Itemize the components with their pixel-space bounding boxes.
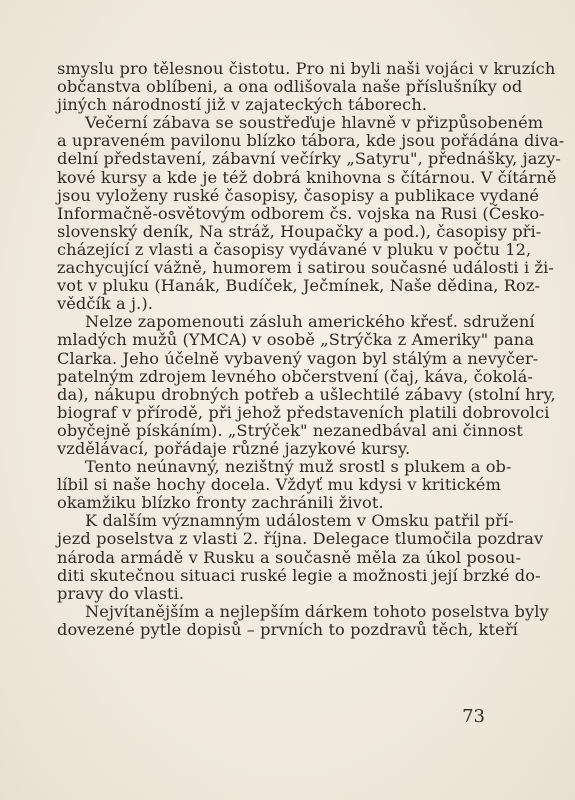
text-line: Clarka. Jeho účelně vybavený vagon byl stálým a nevyčer- <box>57 348 539 368</box>
text-line: jsou vyloženy ruské časopisy, časopisy a publikace vydané <box>57 185 540 205</box>
paragraph <box>57 113 565 314</box>
text-line: obyčejně pískáním). „Strýček" nezanedbával ani činnost <box>57 420 523 440</box>
text-line: K dalším významným událostem v Omsku patřil pří- <box>85 511 514 531</box>
text-line: delní představení, zábavní večírky „Satyru", přednášky, jazy- <box>57 149 561 169</box>
text-line: Nejvítanějším a nejlepším dárkem tohoto poselstva byly <box>85 601 549 621</box>
text-line: da), nákupu drobných potřeb a ušlechtilé zábavy (stolní hry, <box>57 384 556 404</box>
page-number: 73 <box>462 706 485 727</box>
text-line: líbil si naše hochy docela. Vždyť mu kdysi v kritickém <box>57 475 501 495</box>
text-line: občanstva oblíbeni, a ona odlišovala naše příslušníky od <box>57 77 523 97</box>
paragraph <box>57 312 556 458</box>
paragraph <box>57 59 556 115</box>
text-line: diti skutečnou situaci ruské legie a možnosti její brzké do- <box>57 565 541 585</box>
text-line: dovezené pytle dopisů – prvních to pozdravů těch, kteří <box>57 619 518 639</box>
text-line: a upraveném pavilonu blízko tábora, kde jsou pořádána diva- <box>57 131 565 151</box>
text-line: patelným zdrojem levného občerstvení (čaj, káva, čokolá- <box>57 366 533 386</box>
text-line: kové kursy a kde je též dobrá knihovna s čítárnou. V čítárně <box>57 167 557 187</box>
text-line: Večerní zábava se soustřeďuje hlavně v přizpůsobeném <box>85 113 544 133</box>
text-line: okamžiku blízko fronty zachránili život. <box>57 493 384 513</box>
text-line: pravy do vlasti. <box>57 583 185 603</box>
text-line: vzdělávací, pořádaje různé jazykové kursy. <box>57 438 411 458</box>
text-line: jezd poselstva z vlasti 2. října. Delegace tlumočila pozdrav <box>57 529 544 549</box>
text-line: Nelze zapomenouti zásluh amerického křesť. sdružení <box>85 312 535 332</box>
paragraph <box>57 457 512 513</box>
body-text <box>57 59 565 639</box>
text-line: zachycující vážně, humorem i satirou současné události i ži- <box>57 258 554 278</box>
text-line: Informačně-osvětovým odborem čs. vojska na Rusi (Česko- <box>57 203 545 223</box>
text-line: Tento neúnavný, nezištný muž srostl s plukem a ob- <box>85 457 512 477</box>
paragraph <box>57 511 544 603</box>
text-line: mladých mužů (YMCA) v osobě „Strýčka z Ameriky" pana <box>57 330 535 350</box>
text-line: vědčík a j.). <box>57 294 154 314</box>
text-line: smyslu pro tělesnou čistotu. Pro ni byli naši vojáci v kruzích <box>57 59 556 78</box>
text-line: biograf v přírodě, při jehož představeních platili dobrovolci <box>57 402 550 422</box>
text-line: národa armádě v Rusku a současně měla za úkol posou- <box>57 547 522 567</box>
text-line: jiných národností již v zajateckých táborech. <box>57 95 428 115</box>
text-line: cházející z vlasti a časopisy vydávané v pluku v počtu 12, <box>57 239 532 259</box>
text-line: slovenský deník, Na stráž, Houpačky a pod.), časopisy při- <box>57 221 542 241</box>
text-line: vot v pluku (Hanák, Budíček, Ječmínek, Naše dědina, Roz- <box>57 276 541 296</box>
paragraph <box>57 601 549 639</box>
